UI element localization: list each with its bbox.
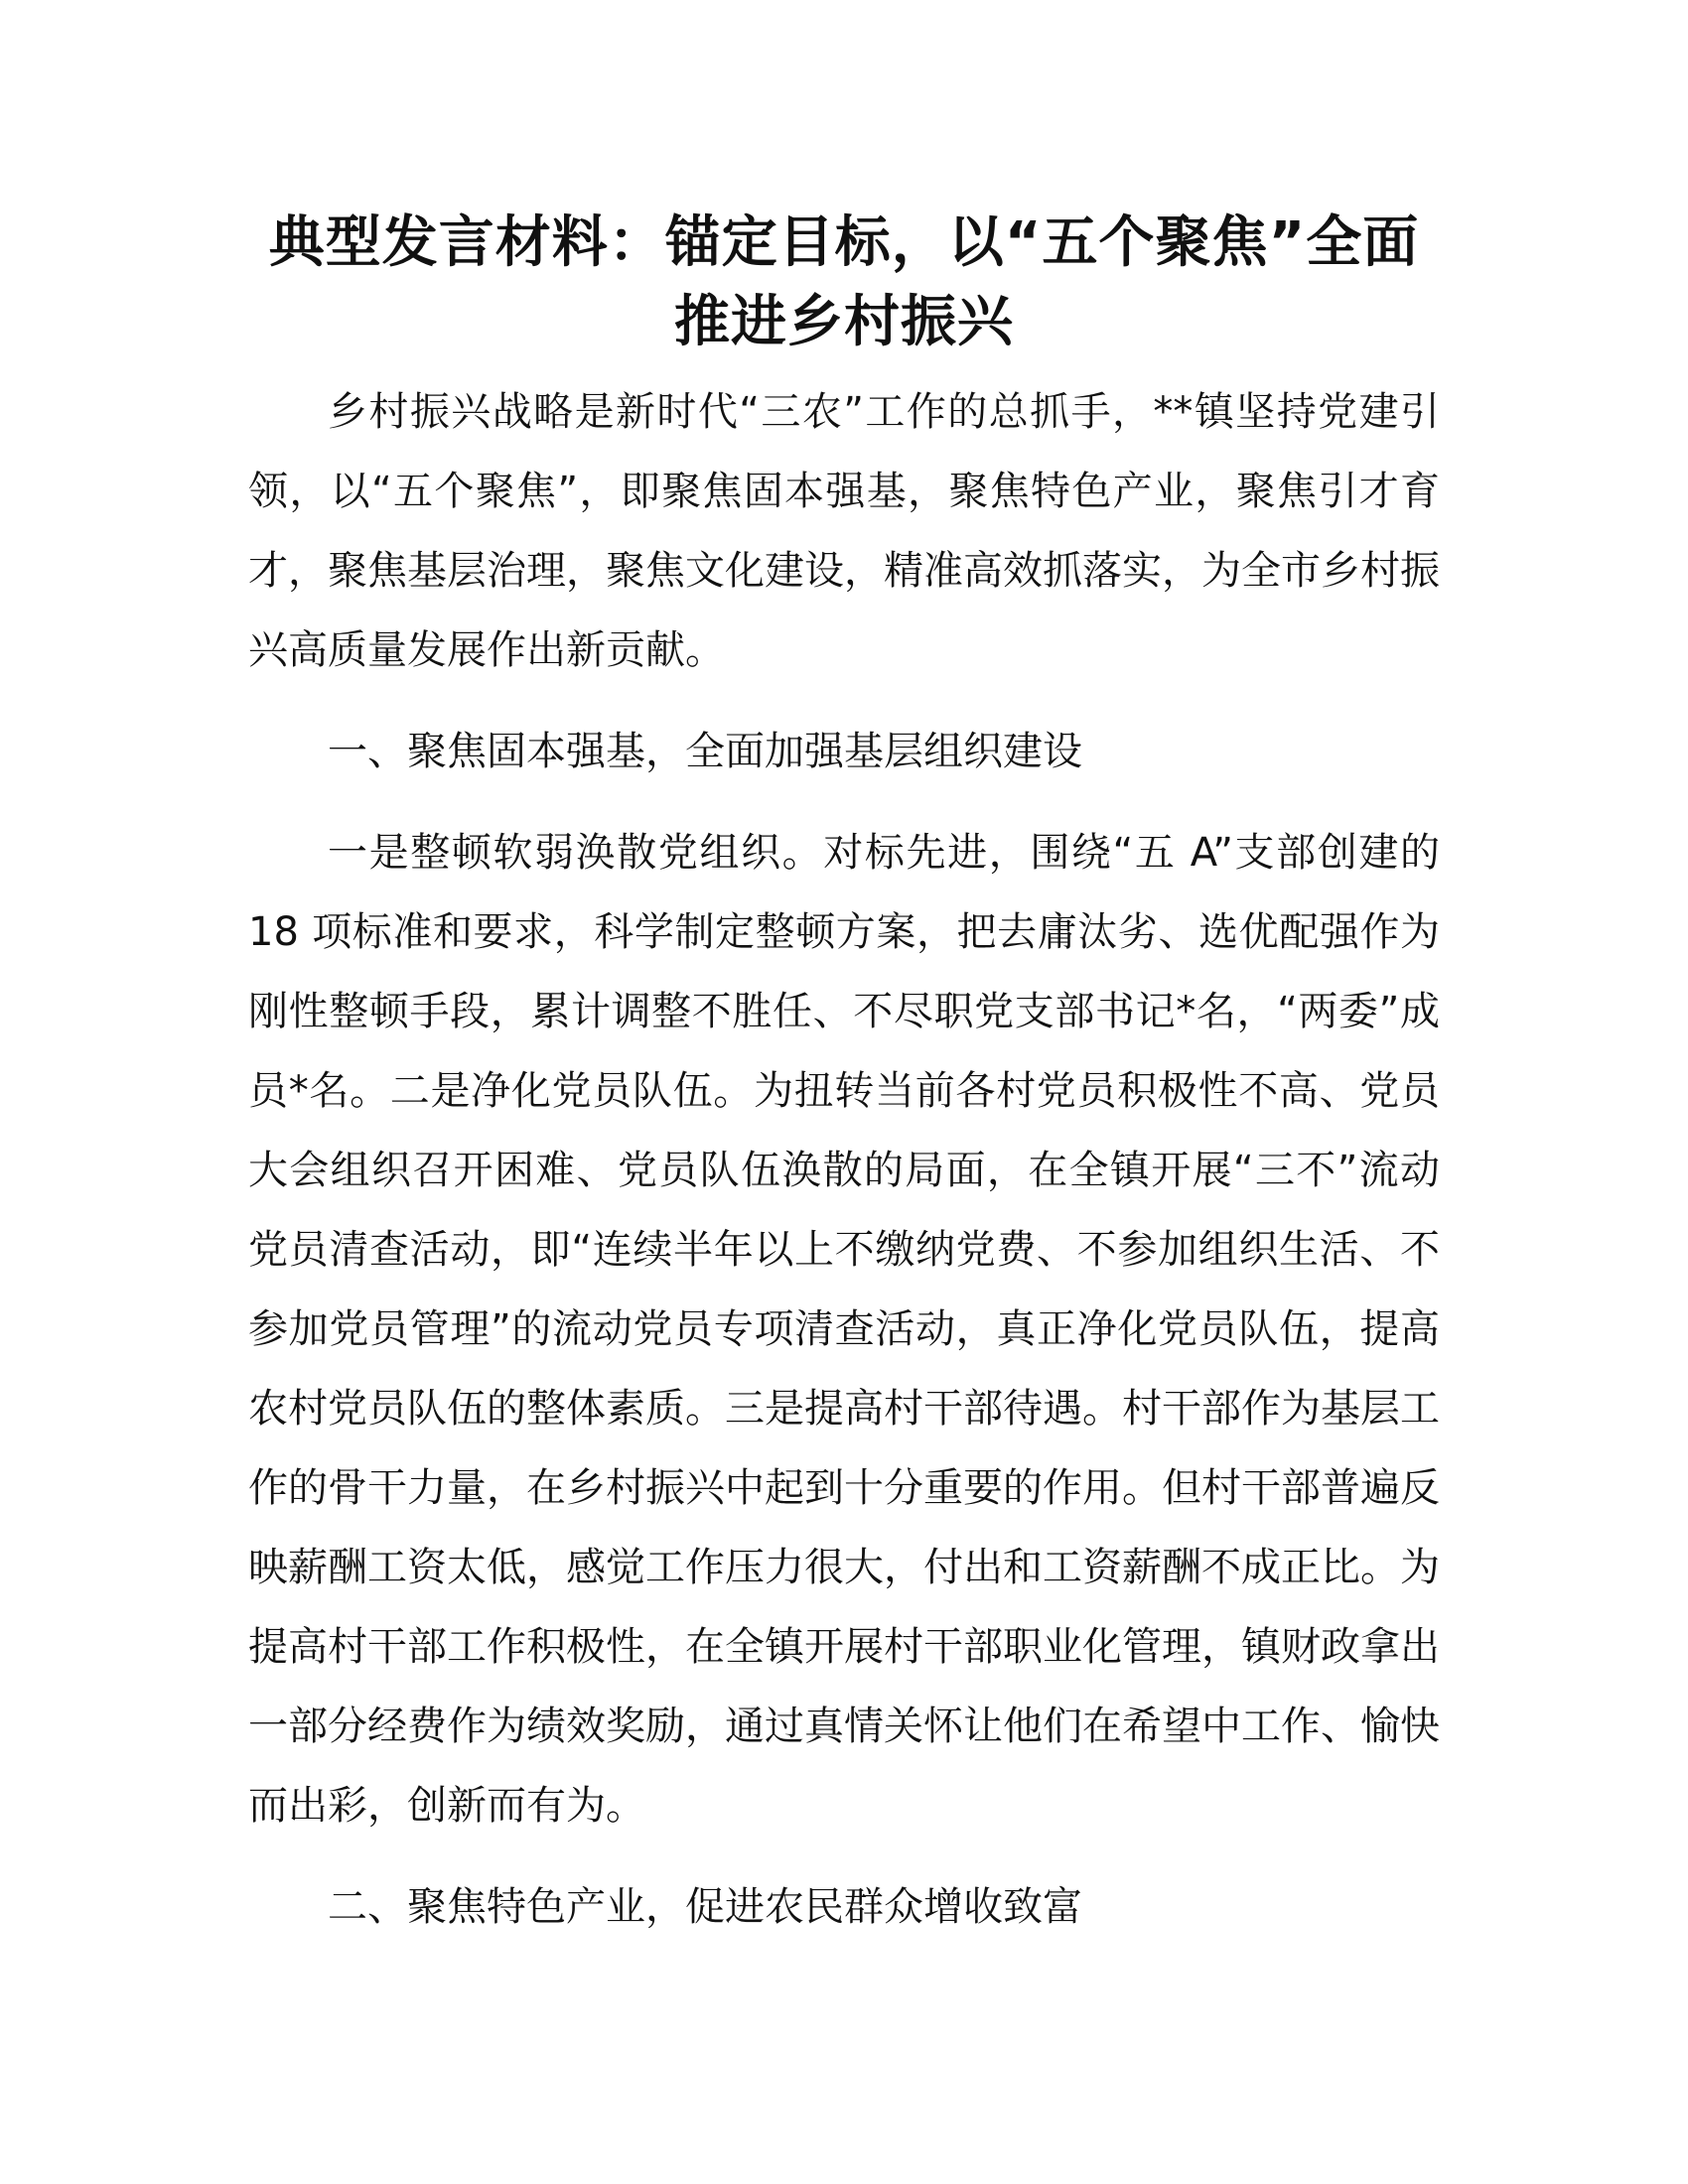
document-page [248,204,1440,1947]
intro-paragraph: 乡村振兴战略是新时代“三农”工作的总抓手，**镇坚持党建引领，以“五个聚焦”，即聚焦固本强基，聚焦特色产业，聚焦引才育才，聚焦基层治理，聚焦文化建设，精准高效抓落实，为全市乡村振兴高质量发展作出新贡献。 [248,389,1440,673]
section-1-body: 一是整顿软弱涣散党组织。对标先进，围绕“五 A”支部创建的 18 项标准和要求，科学制定整顿方案，把去庸汰劣、选优配强作为刚性整顿手段，累计调整不胜任、不尽职党支部书记*名，“两委”成员*名。二是净化党员队伍。为扭转当前各村党员积极性不高、党员大会组织召开困难、党员队伍涣散的局面，在全镇开展“三不”流动党员清查活动，即“连续半年以上不缴纳党费、不参加组织生活、不参加党员管理”的流动党员专项清查活动，真正净化党员队伍，提高农村党员队伍的整体素质。三是提高村干部待遇。村干部作为基层工作的骨干力量，在乡村振兴中起到十分重要的作用。但村干部普遍反映薪酬工资太低，感觉工作压力很大，付出和工资薪酬不成正比。为提高村干部工作积极性，在全镇开展村干部职业化管理，镇财政拿出一部分经费作为绩效奖励，通过真情关怀让他们在希望中工作、愉快而出彩，创新而有为。 [248,830,1440,1829]
section-heading-2: 二、聚焦特色产业，促进农民群众增收致富 [328,1884,1082,1930]
document-title: 典型发言材料：锚定目标，以“五个聚焦”全面推进乡村振兴 [268,210,1420,354]
section-heading-1: 一、聚焦固本强基，全面加强基层组织建设 [328,729,1082,774]
